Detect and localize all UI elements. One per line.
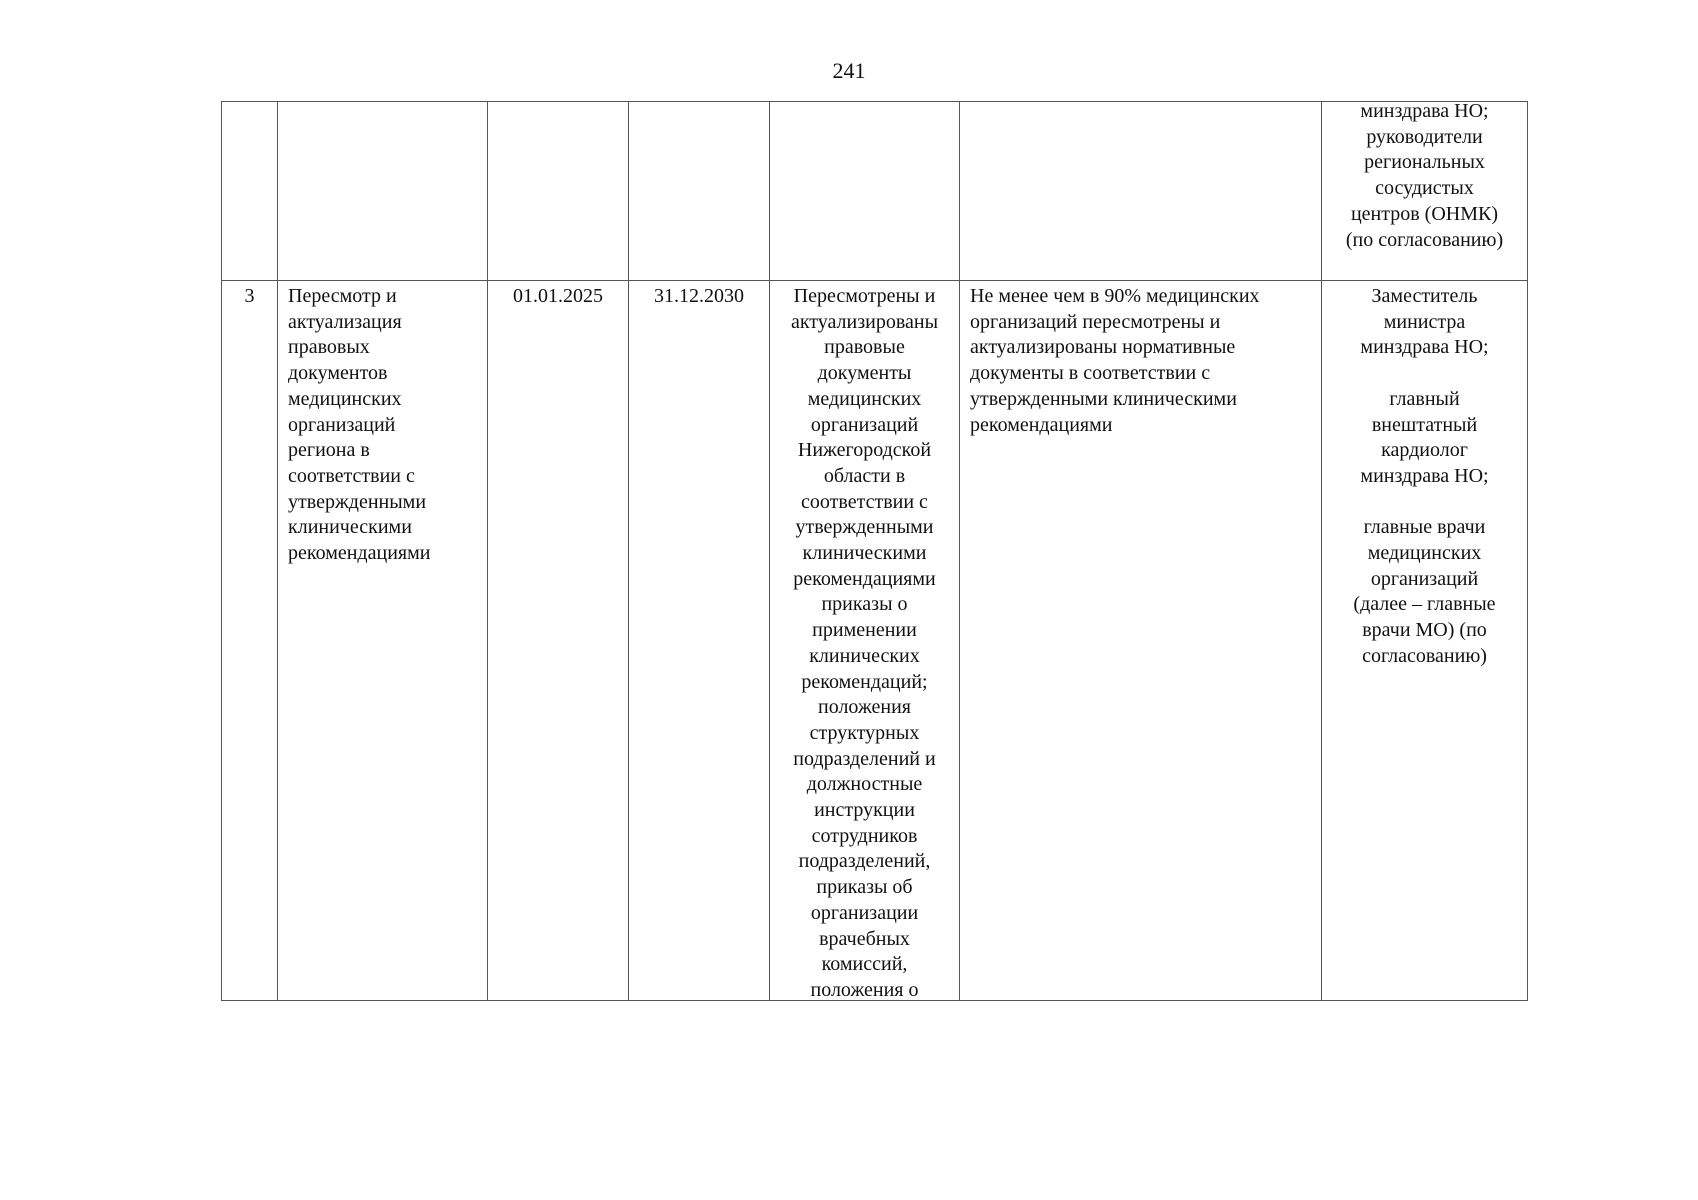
cell-end-empty (629, 102, 770, 281)
result-line: Пересмотрены и (793, 285, 936, 307)
cell-result-empty (770, 102, 960, 281)
result-line: сотрудников (811, 824, 918, 847)
table-row-continued (222, 102, 1528, 281)
responsible-line: руководители (1366, 125, 1483, 148)
responsible-line: врачи МО) (по (1362, 619, 1487, 642)
event-line: Пересмотр и (288, 285, 397, 307)
result-line: организации (810, 901, 919, 924)
result-line: документы (817, 362, 912, 385)
row-number: 3 (244, 285, 255, 307)
result-line: организаций (810, 413, 919, 436)
responsible-line: минздрава НО; (1360, 336, 1489, 359)
result-line: инструкции (814, 799, 915, 822)
event-line: организаций (288, 413, 396, 436)
result-line: приказы о (821, 593, 908, 616)
indicator-line: организаций пересмотрены и (970, 310, 1221, 333)
responsible-line: Заместитель (1371, 285, 1478, 307)
paragraph-gap (1330, 490, 1519, 516)
responsible-line: медицинских (1367, 542, 1482, 564)
responsible-line: организаций (1370, 567, 1479, 590)
event-line: утвержденными (288, 490, 427, 513)
responsible-line: кардиолог (1381, 439, 1468, 462)
result-line: приказы об (816, 876, 913, 899)
responsible-line: минздрава НО; (1360, 464, 1489, 487)
result-line: структурных (809, 721, 920, 744)
event-line: правовых (288, 336, 370, 359)
table-row (222, 281, 1528, 1001)
event-line: документов (288, 362, 388, 385)
indicator-line: документы в соответствии с (970, 362, 1211, 385)
responsible-line: региональных (1364, 151, 1485, 174)
indicator-line: утвержденными клиническими (970, 387, 1237, 410)
event-line: региона в (288, 439, 370, 462)
action-plan-table (221, 101, 1528, 1001)
responsible-line: внештатный (1371, 413, 1478, 436)
event-line: рекомендациями (288, 542, 431, 565)
result-line: утвержденными (795, 516, 934, 539)
result-line: клинических (809, 644, 920, 667)
responsible-line: минздрава НО; (1360, 101, 1489, 122)
responsible-line: сосудистых (1375, 177, 1474, 200)
result-line: положения (818, 696, 911, 719)
event-line: соответствии с (288, 464, 415, 487)
responsible-line: главные врачи (1363, 516, 1486, 539)
event-line: медицинских (288, 387, 402, 410)
cell-indicator-empty (960, 102, 1322, 281)
responsible-line: главный (1389, 387, 1460, 410)
cell-indicator (960, 281, 1322, 1001)
cell-event (278, 281, 488, 1001)
result-line: клиническими (802, 542, 927, 565)
result-line: соответствии с (801, 490, 928, 513)
result-line: положения о (810, 978, 919, 1000)
cell-row-number (222, 281, 278, 1001)
result-line: правовые (824, 336, 905, 359)
responsible-line: центров (ОНМК) (1350, 202, 1499, 225)
indicator-line: Не менее чем в 90% медицинских (970, 285, 1260, 307)
result-line: применении (812, 619, 917, 642)
cell-event-empty (278, 102, 488, 281)
result-line: области в (823, 464, 906, 487)
cell-responsible (1322, 281, 1528, 1001)
responsible-line: (по согласованию) (1345, 228, 1504, 251)
result-line: подразделений, (798, 850, 931, 873)
event-line: актуализация (288, 310, 402, 333)
result-line: врачебных (819, 927, 910, 950)
cell-start-date (488, 281, 629, 1001)
responsible-line: министра (1383, 310, 1466, 333)
result-line: рекомендациями (793, 567, 936, 590)
result-line: медицинских (807, 387, 922, 410)
event-line: клиническими (288, 516, 412, 539)
cell-responsible-continued (1322, 102, 1528, 281)
indicator-line: актуализированы нормативные (970, 336, 1236, 359)
cell-number-empty (222, 102, 278, 281)
cell-end-date (629, 281, 770, 1001)
indicator-line: рекомендациями (970, 413, 1113, 436)
start-date: 01.01.2025 (513, 285, 603, 307)
result-line: должностные (806, 773, 923, 796)
responsible-line: (далее – главные (1353, 593, 1496, 616)
result-line: комиссий, (821, 953, 908, 976)
end-date: 31.12.2030 (654, 285, 744, 307)
result-line: Нижегородской (797, 439, 932, 462)
page-number: 241 (832, 58, 866, 83)
paragraph-gap (1330, 361, 1519, 387)
cell-result (770, 281, 960, 1001)
result-line: рекомендаций; (801, 670, 928, 693)
responsible-line: согласованию) (1362, 644, 1487, 667)
result-line: подразделений и (793, 747, 936, 770)
cell-start-empty (488, 102, 629, 281)
result-line: актуализированы (790, 310, 939, 333)
